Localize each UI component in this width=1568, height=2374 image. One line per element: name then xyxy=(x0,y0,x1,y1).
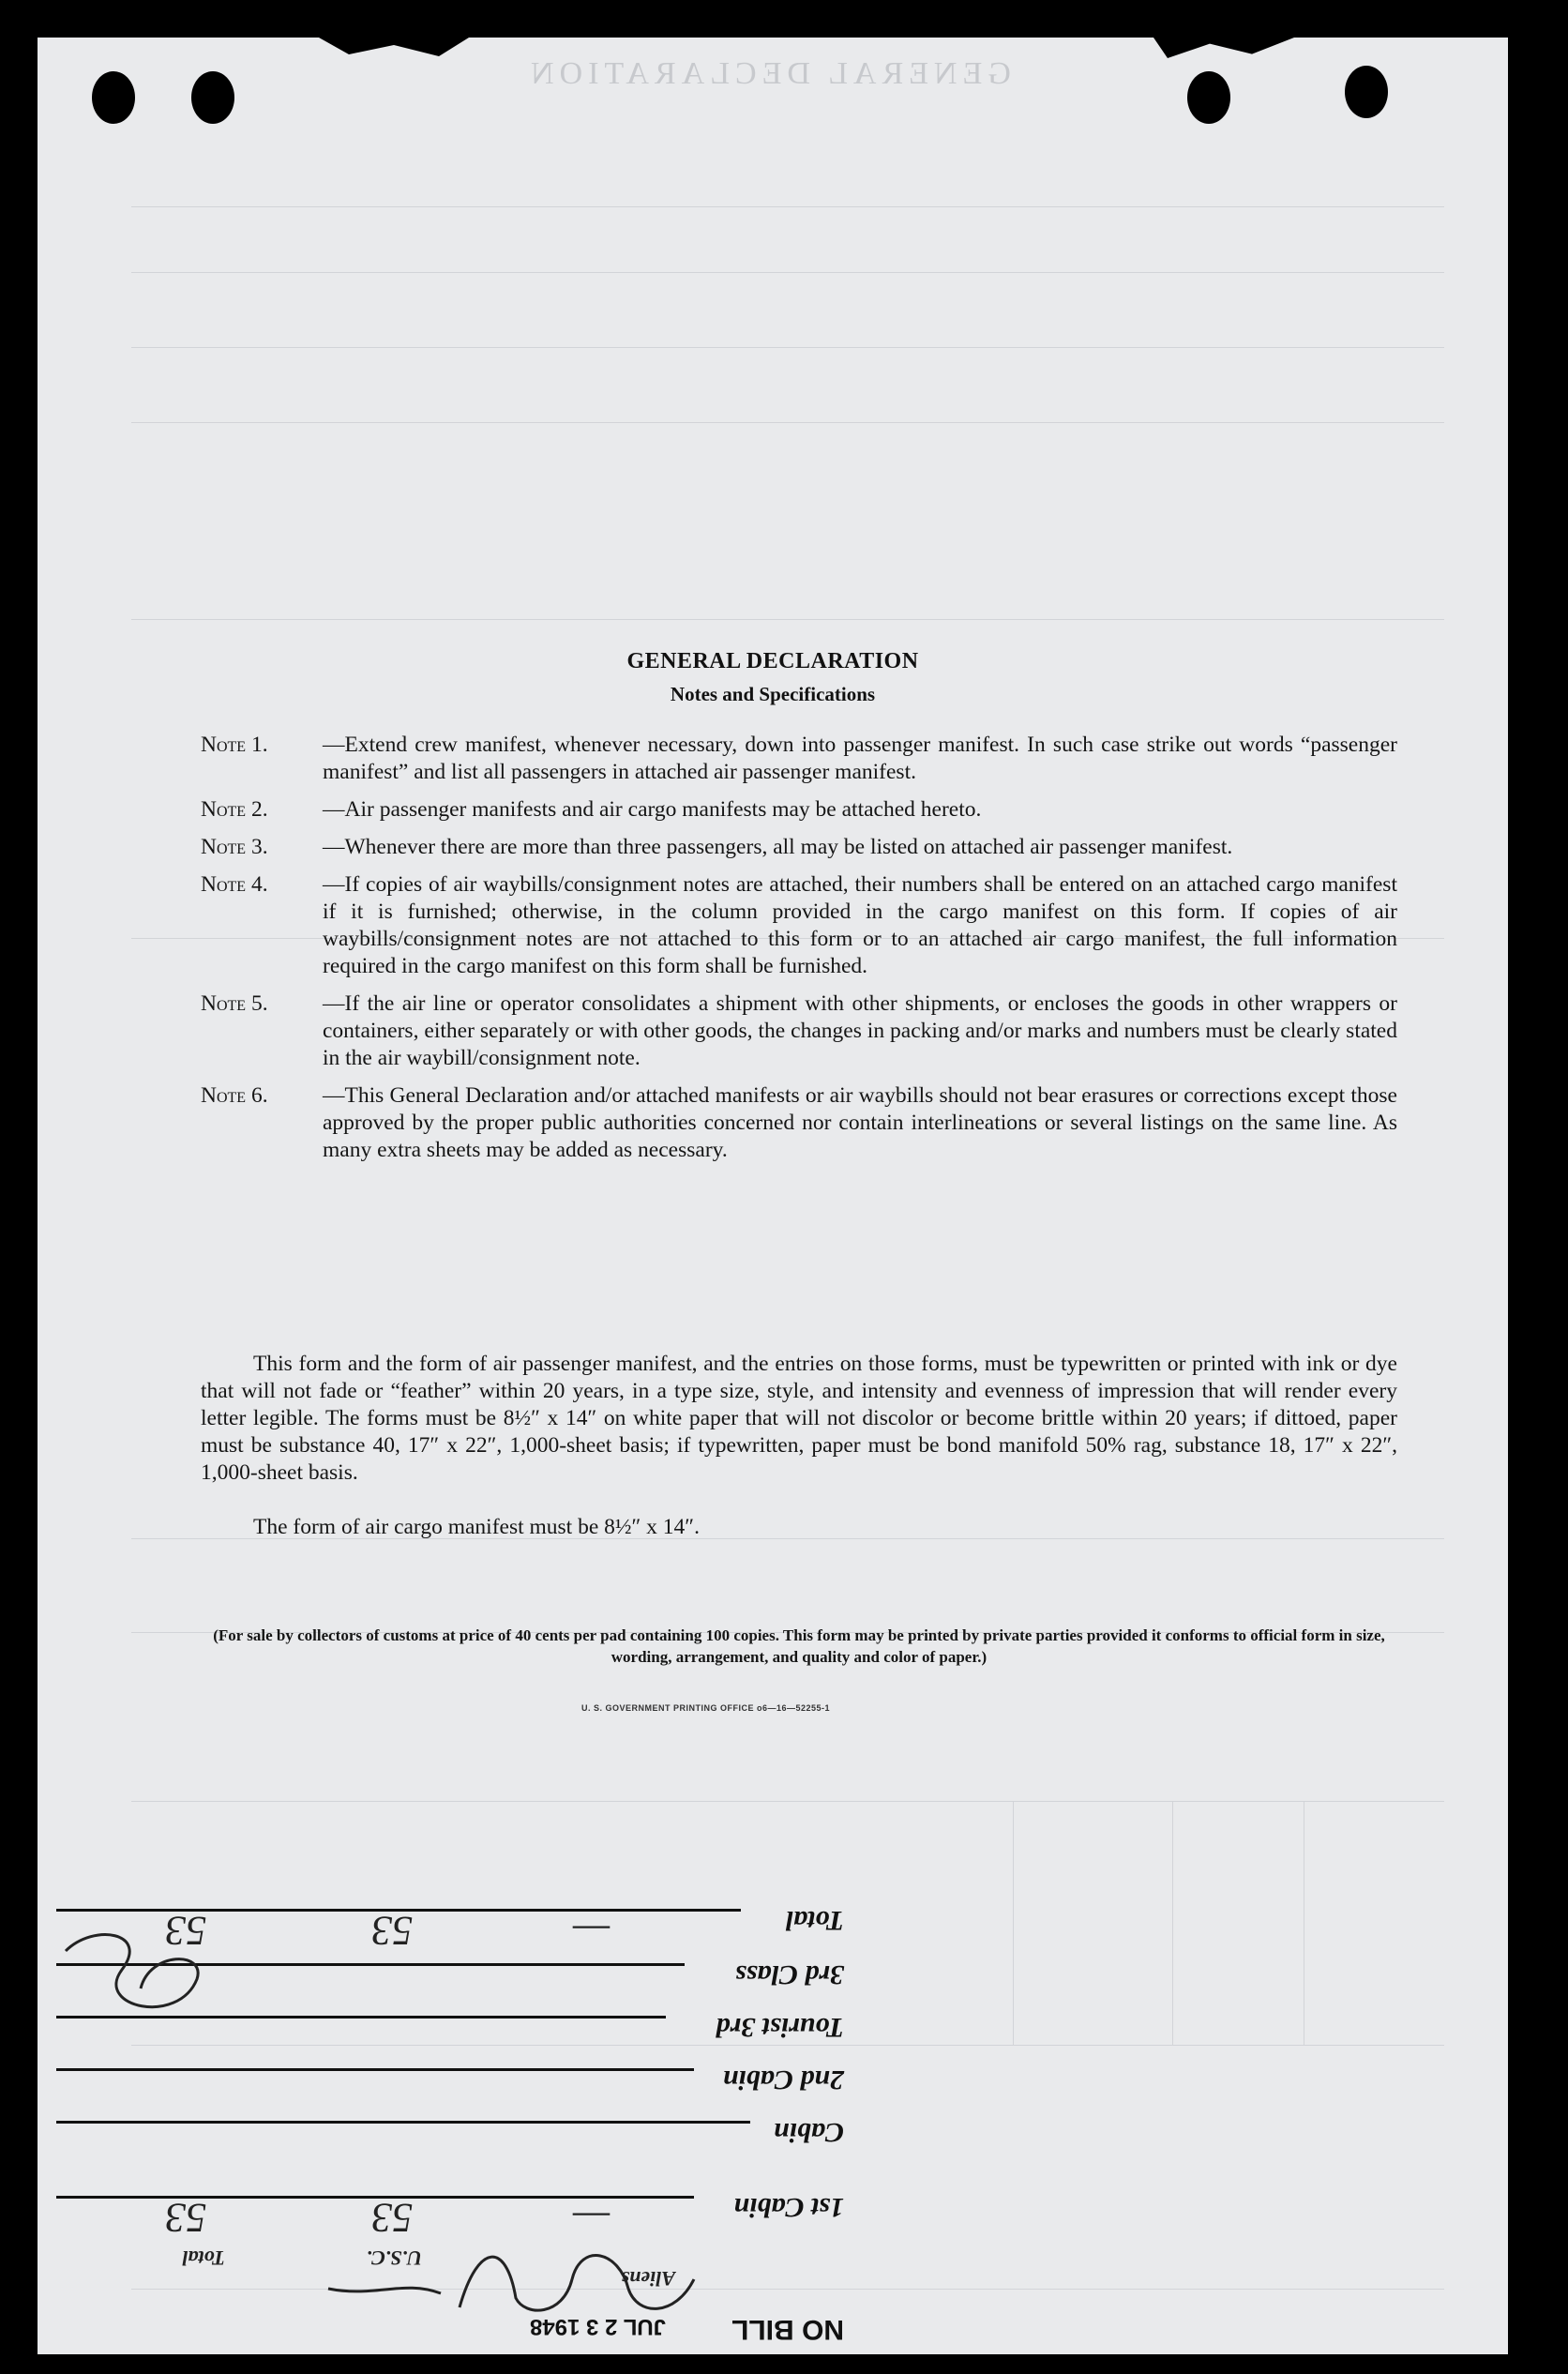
notes-list xyxy=(201,732,1397,1174)
ghost-heading: GENERAL DECLARATION xyxy=(525,56,1011,91)
punch-hole-right xyxy=(1187,71,1230,124)
note-text: —This General Declaration and/or attached manifests or air waybills should not bear erasures or corrections except those approved by the proper public authorities concerned nor contain interlineations or several listings on the same line. As many extra sheets may be added as necessary. xyxy=(323,1083,1397,1162)
total-total: 53 xyxy=(165,1908,206,1954)
col-header-aliens: Aliens xyxy=(621,2267,675,2291)
note-item xyxy=(201,871,1397,980)
cargo-manifest-size-line: The form of air cargo manifest must be 8½″ x 14″. xyxy=(253,1515,700,1539)
row-cabin: Cabin xyxy=(773,2117,844,2148)
document-page xyxy=(38,38,1508,2354)
total-aliens: — xyxy=(572,1908,610,1954)
specification-paragraph: This form and the form of air passenger manifest, and the entries on those forms, must be typewritten or printed with ink or dye that will not fade or “feather” within 20 years, in a type size, style, and intensity and evenness of impression that will render every letter legible. The forms must be 8½″ x 14″ on white paper that will not discolor or become brittle within 20 years; if dittoed, paper must be substance 40, 17″ x 22″, 1,000-sheet basis; if typewritten, paper must be bond manifold 50% rag, substance 18, 17″ x 22″, 1,000-sheet basis. xyxy=(201,1352,1397,1485)
row-total: Total xyxy=(785,1905,844,1936)
first-cabin-total: 53 xyxy=(165,2195,206,2241)
first-cabin-usc: 53 xyxy=(371,2195,413,2241)
note-item xyxy=(201,990,1397,1072)
row-tourist-third: Tourist 3rd xyxy=(716,2012,844,2043)
col-header-usc: U.S.C. xyxy=(366,2246,422,2270)
first-cabin-aliens: — xyxy=(572,2195,610,2241)
no-bill-stamp: NO BILL xyxy=(731,2314,844,2345)
row-second-cabin: 2nd Cabin xyxy=(722,2064,844,2095)
note-text: —Whenever there are more than three passengers, all may be listed on attached air passenger manifest. xyxy=(323,835,1233,859)
total-usc: 53 xyxy=(371,1908,413,1954)
date-stamp: JUL 2 3 1948 xyxy=(530,2314,666,2339)
page-subtitle: Notes and Specifications xyxy=(670,683,876,705)
punch-hole-right-2 xyxy=(1345,66,1388,118)
col-header-total: Total xyxy=(182,2246,225,2270)
note-text: —If copies of air waybills/consignment notes are attached, their numbers shall be entered on an attached cargo manifest if it is furnished; otherwise, in the column provided in the cargo manifest on this form. If copies of air waybills/consignment notes are not attached to this form or to an attached air cargo manifest, the full information required in the cargo manifest on this form shall be furnished. xyxy=(323,872,1397,978)
punch-hole-left xyxy=(92,71,135,124)
sale-notice: (For sale by collectors of customs at price of 40 cents per pad containing 100 copies. This form may be printed by private parties provided it conforms to official form in size, wording, arrangement, and quality and color of paper.) xyxy=(213,1626,1385,1666)
note-text: —Air passenger manifests and air cargo manifests may be attached hereto. xyxy=(323,797,982,822)
page-title: GENERAL DECLARATION xyxy=(626,649,919,673)
note-item xyxy=(201,796,1397,824)
torn-edge-right xyxy=(1153,38,1294,58)
note-item xyxy=(201,834,1397,861)
torn-edge xyxy=(319,38,469,56)
signature-scribble xyxy=(38,1913,225,2045)
note-label: Note 3. xyxy=(201,835,268,859)
note-label: Note 1. xyxy=(201,733,268,757)
note-label: Note 2. xyxy=(201,797,268,822)
note-label: Note 4. xyxy=(201,872,268,897)
initials-scribble xyxy=(319,2223,713,2326)
row-first-cabin: 1st Cabin xyxy=(733,2192,844,2223)
note-item xyxy=(201,1082,1397,1164)
note-text: —Extend crew manifest, whenever necessary, down into passenger manifest. In such case strike out words “passenger manifest” and list all passengers in attached air passenger manifest. xyxy=(323,733,1397,784)
note-text: —If the air line or operator consolidates a shipment with other shipments, or encloses the goods in other wrappers or containers, either separately or with other goods, the changes in packing and/or marks and numbers must be clearly stated in the air waybill/consignment note. xyxy=(323,991,1397,1070)
note-label: Note 6. xyxy=(201,1083,268,1108)
row-third-class: 3rd Class xyxy=(735,1959,844,1990)
note-item xyxy=(201,732,1397,786)
printer-imprint: U. S. GOVERNMENT PRINTING OFFICE o6—16—52255-1 xyxy=(581,1703,831,1713)
note-label: Note 5. xyxy=(201,991,268,1016)
punch-hole-left-2 xyxy=(191,71,234,124)
